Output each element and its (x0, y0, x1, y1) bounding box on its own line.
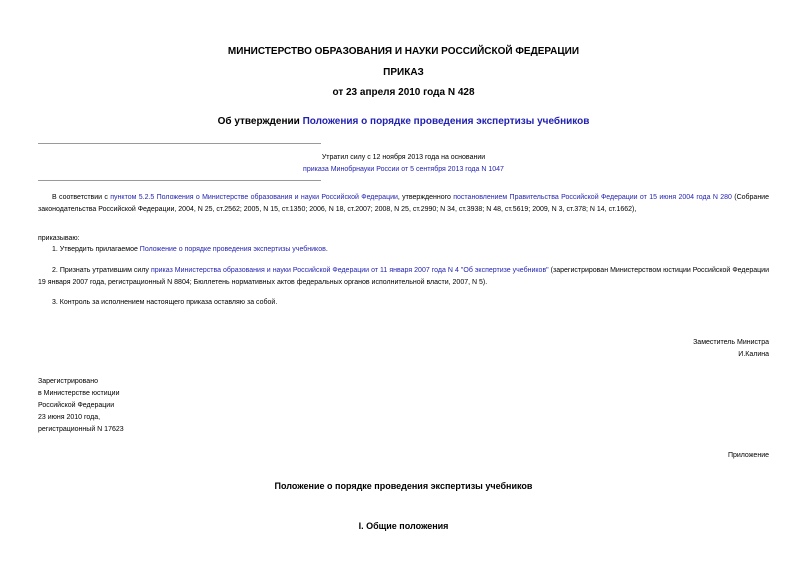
signature-position: Заместитель Министра (693, 339, 769, 346)
item-2 (38, 265, 769, 289)
registration-line-3: Российской Федерации (38, 402, 115, 409)
preamble-text-a: В соответствии с (52, 194, 111, 201)
item-3: 3. Контроль за исполнением настоящего приказа оставляю за собой. (52, 299, 278, 306)
registration-block (38, 376, 124, 436)
registration-line-4: 23 июня 2010 года, (38, 414, 101, 421)
status-bottom-rule (38, 180, 321, 181)
status-top-rule (38, 143, 321, 144)
registration-line-1: Зарегистрировано (38, 378, 98, 385)
item-1-link[interactable]: Положение о порядке проведения экспертизы учебников (139, 246, 326, 253)
registration-line-5: регистрационный N 17623 (38, 426, 124, 433)
preamble-text-c: (Собрание законодательства Российской Федерации, 2004, N 25, ст.2562; 2005, N 15, ст.1350; 2006, N 18, ст.2007; 2008, N 25, ст.2990; N 34, ст.3938; N 48, ст.5619; 2009, N 3, ст.378; N 14, ст.1662), (38, 194, 769, 213)
signature-block (693, 337, 769, 361)
order-title-prefix: Об утверждении (217, 116, 303, 127)
signature-name: И.Калина (738, 351, 769, 358)
date-number-heading: от 23 апреля 2010 года N 428 (332, 87, 475, 98)
preamble-link-1[interactable]: пунктом 5.2.5 Положения о Министерстве образования и науки Российской Федерации (110, 194, 398, 201)
doc-type-heading: ПРИКАЗ (383, 67, 424, 78)
item-2-text: 2. Признать утратившим силу (52, 267, 151, 274)
item-1-end: . (325, 246, 328, 253)
ministry-heading: МИНИСТЕРСТВО ОБРАЗОВАНИЯ И НАУКИ РОССИЙСКОЙ ФЕДЕРАЦИИ (227, 46, 580, 57)
order-title-link[interactable]: Положения о порядке проведения экспертизы учебников (302, 116, 590, 127)
appendix-label: Приложение (727, 452, 769, 459)
order-word: приказываю: (38, 235, 80, 242)
status-line-2-link[interactable]: приказа Минобрнауки России от 5 сентября 2013 года N 1047 (303, 166, 504, 173)
preamble-link-2[interactable]: постановлением Правительства Российской Федерации от 15 июня 2004 года N 280 (453, 194, 732, 201)
preamble-text-b: , утвержденного (397, 194, 454, 201)
section-1-heading: I. Общие положения (358, 521, 449, 531)
item-2-link[interactable]: приказ Министерства образования и науки Российской Федерации от 11 января 2007 года N 4 "Об экспертизе учебников" (150, 267, 549, 274)
appendix-title: Положение о порядке проведения экспертизы учебников (274, 481, 533, 491)
preamble-paragraph (38, 192, 769, 216)
item-2-end: (зарегистрирован Министерством юстиции Российской Федерации 19 января 2007 года, регистрационный N 8804; Бюллетень нормативных актов федеральных органов исполнительной власти, 2007, N 5). (38, 267, 770, 286)
item-1 (38, 244, 769, 256)
order-title (0, 116, 807, 127)
status-line-1: Утратил силу с 12 ноября 2013 года на основании (321, 154, 486, 161)
registration-line-2: в Министерстве юстиции (38, 390, 120, 397)
item-1-text: 1. Утвердить прилагаемое (52, 246, 140, 253)
